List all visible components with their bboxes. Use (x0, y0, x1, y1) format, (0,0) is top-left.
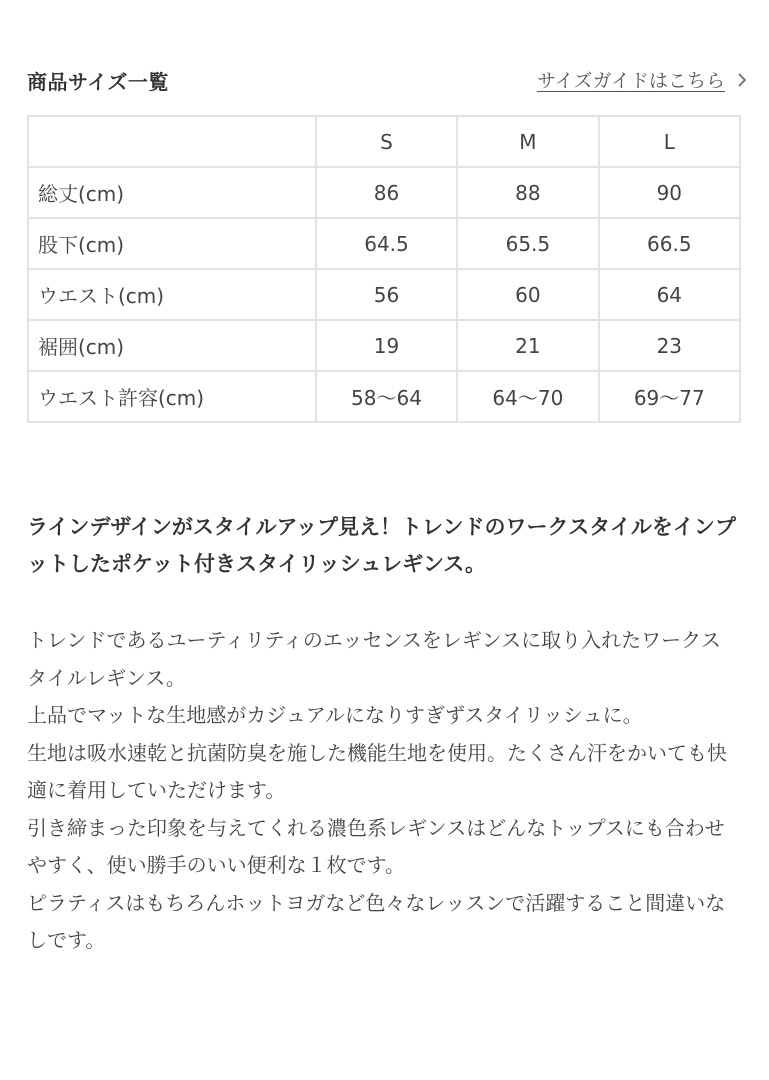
product-headline: ラインデザインがスタイルアップ見え！トレンドのワークスタイルをインプットしたポケット付きスタイリッシュレギンス。 (27, 515, 736, 576)
table-row (28, 269, 740, 320)
description-paragraph: ピラティスはもちろんホットヨガなど色々なレッスンで活躍すること間違いなしです。 (27, 890, 726, 952)
description-paragraph: トレンドであるユーティリティのエッセンスをレギンスに取り入れたワークスタイルレギンス。 (27, 628, 721, 690)
table-header-size: S (316, 116, 457, 167)
row-label: 股下(cm) (28, 218, 316, 269)
table-header-blank (28, 116, 316, 167)
section-title: 商品サイズ一覧 (27, 70, 169, 94)
table-cell: 58〜64 (316, 371, 457, 422)
table-cell: 21 (457, 320, 598, 371)
table-cell: 64 (599, 269, 740, 320)
table-cell: 65.5 (457, 218, 598, 269)
chevron-right-icon[interactable] (737, 73, 747, 87)
table-cell: 69〜77 (599, 371, 740, 422)
table-cell: 23 (599, 320, 740, 371)
row-label: ウエスト(cm) (28, 269, 316, 320)
description-paragraph: 引き締まった印象を与えてくれる濃色系レギンスはどんなトップスにも合わせやすく、使い勝手のいい便利な１枚です。 (27, 815, 725, 877)
size-guide-link-text[interactable]: サイズガイドはこちら (537, 70, 725, 92)
table-cell: 64〜70 (457, 371, 598, 422)
size-guide-link[interactable] (537, 66, 747, 93)
row-label: ウエスト許容(cm) (28, 371, 316, 422)
description-paragraph: 上品でマットな生地感がカジュアルになりすぎずスタイリッシュに。 (27, 703, 643, 727)
table-cell: 90 (599, 167, 740, 218)
table-cell: 56 (316, 269, 457, 320)
table-header-row (28, 116, 740, 167)
product-description (27, 622, 739, 960)
table-cell: 60 (457, 269, 598, 320)
table-header-size: M (457, 116, 598, 167)
table-cell: 19 (316, 320, 457, 371)
row-label: 裾囲(cm) (28, 320, 316, 371)
size-list-header (27, 64, 747, 98)
table-row (28, 218, 740, 269)
table-cell: 88 (457, 167, 598, 218)
table-row (28, 320, 740, 371)
row-label: 総丈(cm) (28, 167, 316, 218)
size-table (27, 115, 741, 423)
table-row (28, 167, 740, 218)
table-row (28, 371, 740, 422)
description-paragraph: 生地は吸水速乾と抗菌防臭を施した機能生地を使用。たくさん汗をかいても快適に着用していただけます。 (27, 740, 727, 802)
table-cell: 86 (316, 167, 457, 218)
table-cell: 66.5 (599, 218, 740, 269)
table-header-size: L (599, 116, 740, 167)
table-cell: 64.5 (316, 218, 457, 269)
